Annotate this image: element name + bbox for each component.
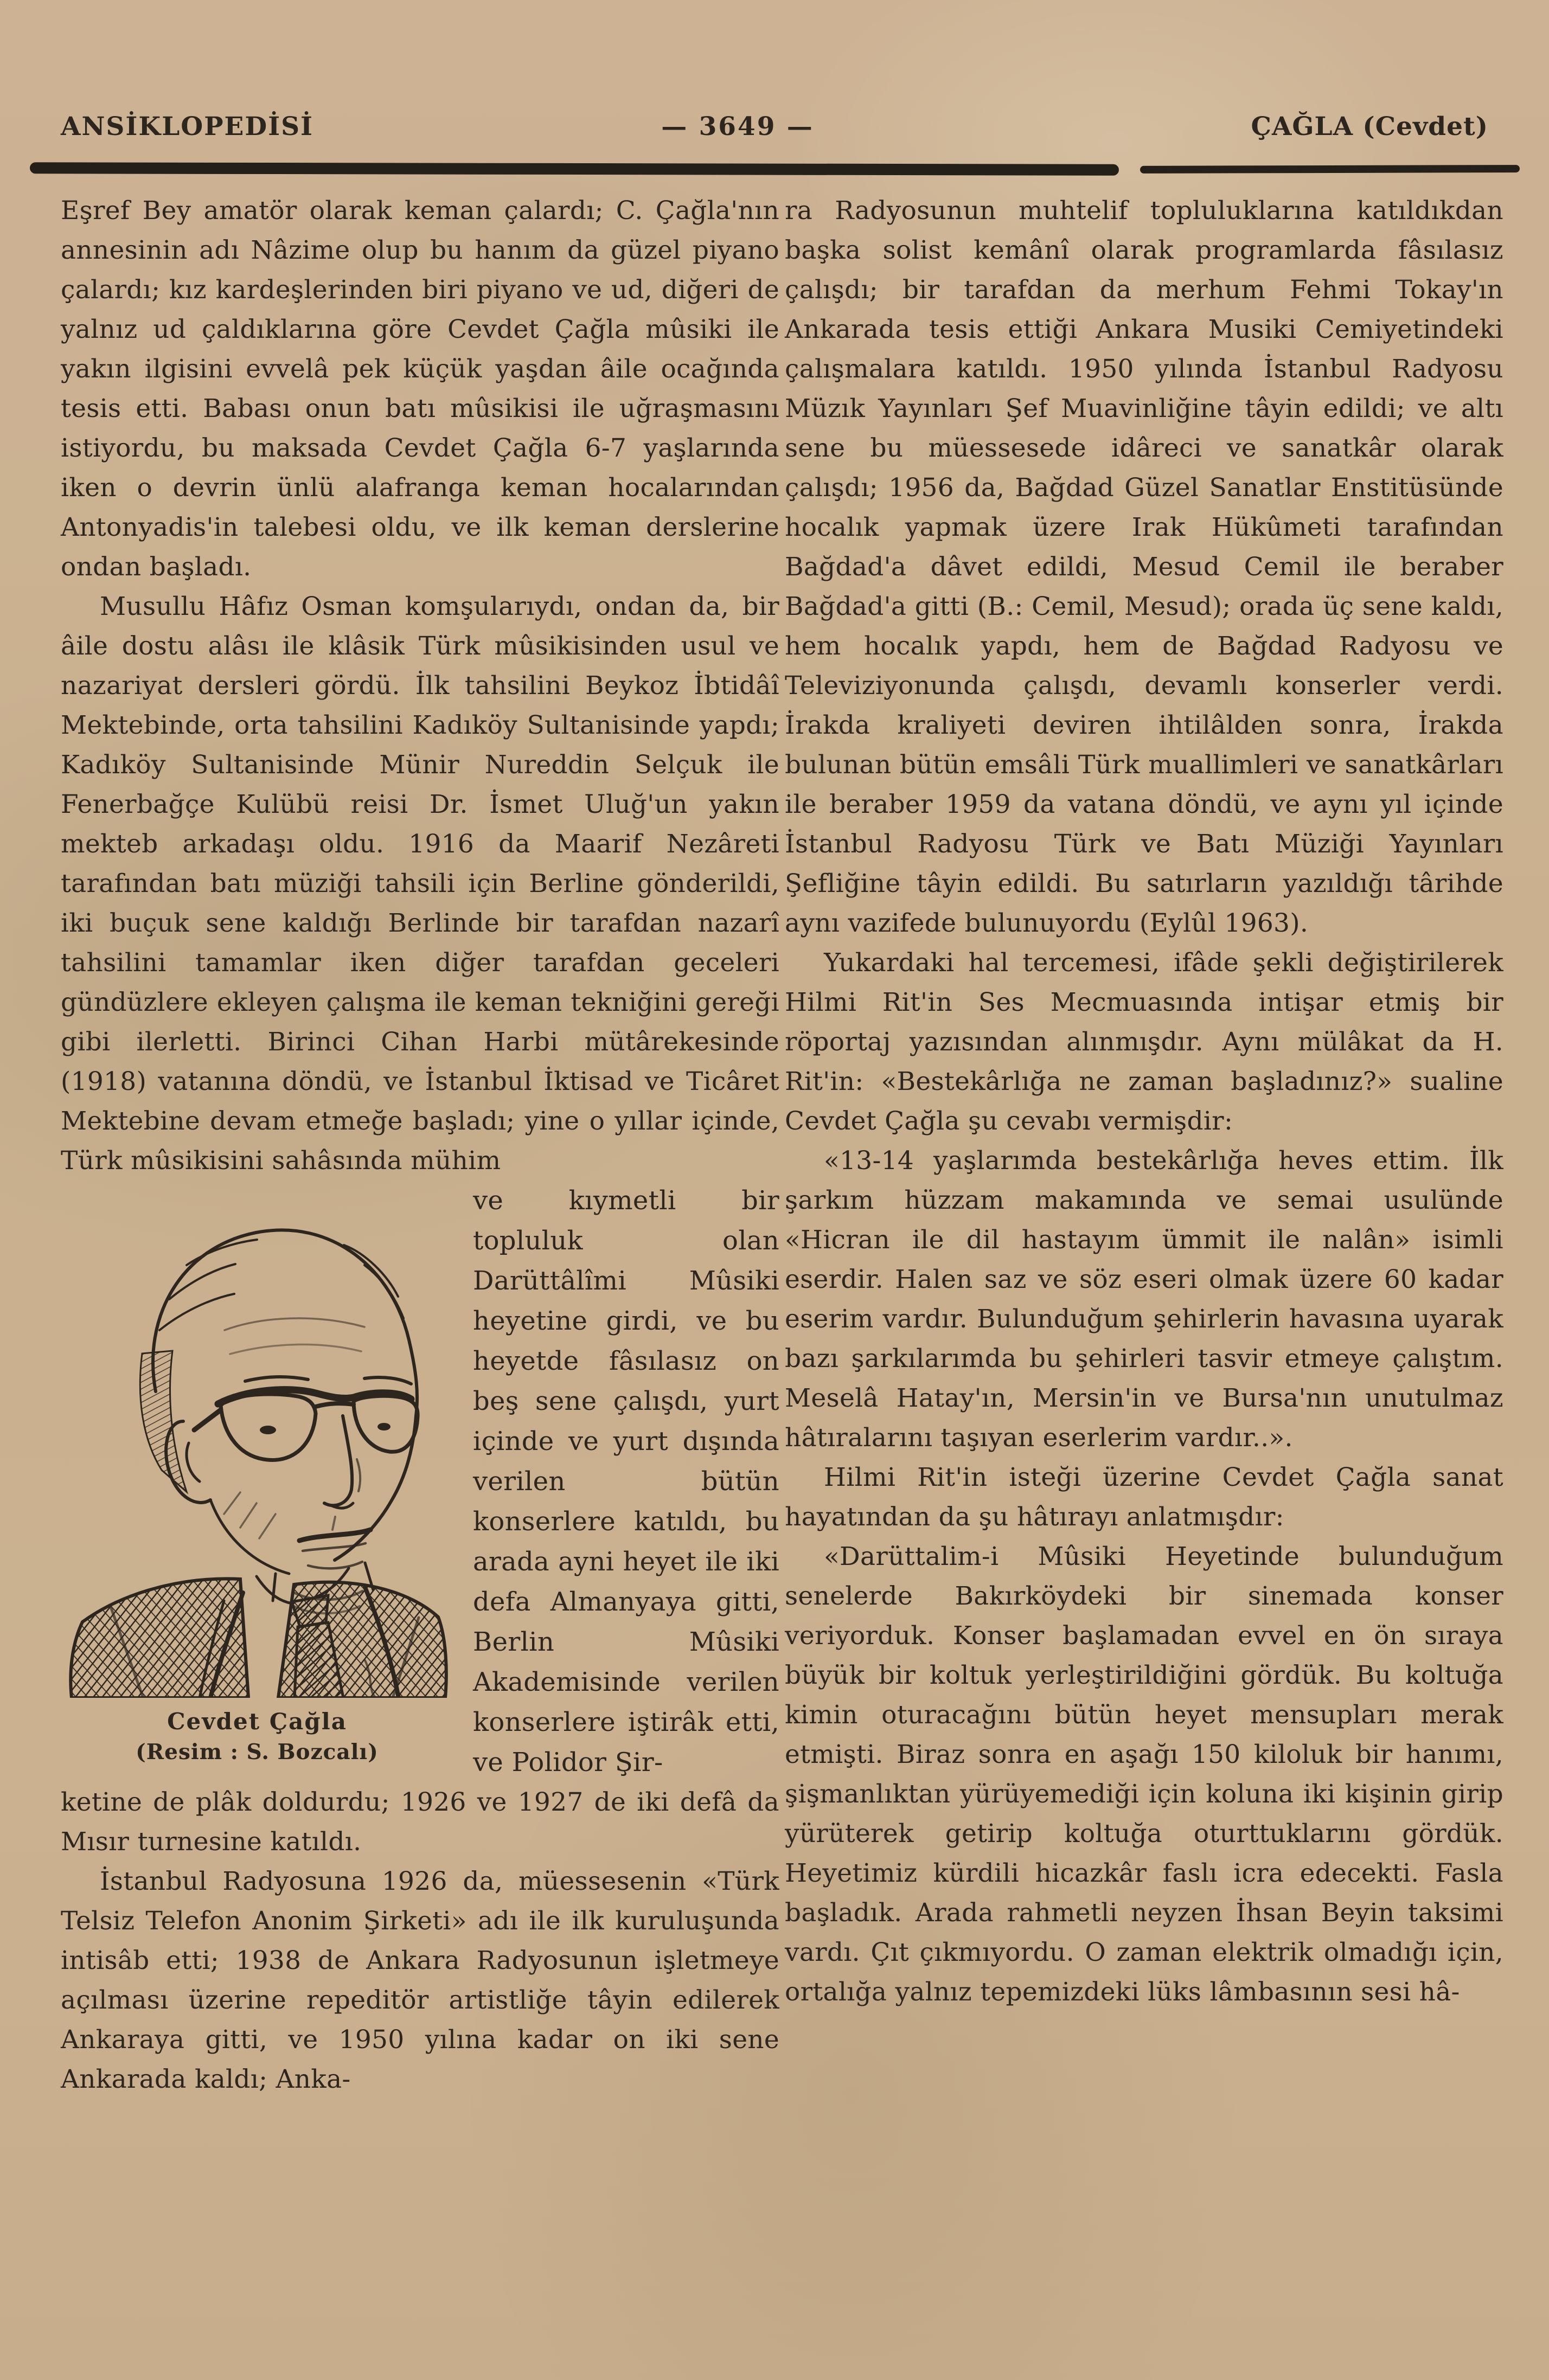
portrait-sketch-image	[61, 1188, 453, 1698]
header-rule-left-segment	[30, 162, 1119, 176]
header-page-number: — 3649 —	[661, 112, 814, 142]
paragraph: İstanbul Radyosuna 1926 da, müessesenin «Türk Telsiz Telefon Anonim Şirketi» adı ile ilk kuruluşunda intisâb etti; 1938 de Ankara Radyosunun işletmeye açılması üzerine repeditör artistliğe tâyin edilerek Ankaraya gitti, ve 1950 yılına kadar on iki sene Ankarada kaldı; Anka-	[61, 1866, 779, 2094]
header-article-title: ÇAĞLA (Cevdet)	[1251, 112, 1488, 142]
header-rule-right-segment	[1140, 165, 1520, 174]
portrait-figure	[61, 1188, 453, 1767]
paragraph-wrapped-beside-portrait: ve kıymetli bir topluluk olan Darüttâlîmi Mûsiki heyetine girdi, ve bu heyetde fâsılasız on beş sene çalışdı, yurt içinde ve yurt dışında verilen bütün konserlere katıldı, bu arada ayni heyet ile iki defa Almanyaya gitti, Berlin Mûsiki Akademisinde verilen konserlere iştirâk etti, ve Polidor Şir-	[473, 1185, 779, 1778]
paragraph: Yukardaki hal tercemesi, ifâde şekli değiştirilerek Hilmi Rit'in Ses Mecmuasında intişar etmiş bir röportaj yazısından alınmışdır. Aynı mülâkat da H. Rit'in: «Bestekârlığa ne zaman başladınız?» sualine Cevdet Çağla şu cevabı vermişdir:	[785, 948, 1503, 1136]
column-left	[61, 191, 779, 2099]
figure-caption-credit: (Resim : S. Bozcalı)	[136, 1740, 379, 1765]
paragraph: Musullu Hâfız Osman komşularıydı, ondan da, bir âile dostu alâsı ile klâsik Türk mûsikisinden usul ve nazariyat dersleri gördü. İlk tahsilini Beykoz İbtidâî Mektebinde, orta tahsilini Kadıköy Sultanisinde yapdı; Kadıköy Sultanisinde Münir Nureddin Selçuk ile Fenerbağçe Kulübü reisi Dr. İsmet Uluğ'un yakın mekteb arkadaşı oldu. 1916 da Maarif Nezâreti tarafından batı müziği tahsili için Berline gönderildi, iki buçuk sene kaldığı Berlinde bir tarafdan nazarî tahsilini tamamlar iken diğer tarafdan geceleri gündüzlere ekleyen çalışma ile keman tekniğini gereği gibi ilerletti. Birinci Cihan Harbi mütârekesinde (1918) vatanına döndü, ve İstanbul İktisad ve Ticâret Mektebine devam etmeğe başladı; yine o yıllar içinde, Türk mûsikisini sahâsında mühim	[61, 592, 779, 1176]
column-right	[785, 191, 1503, 2012]
header-publication-title: ANSİKLOPEDİSİ	[61, 112, 314, 142]
paragraph: «13-14 yaşlarımda bestekârlığa heves ettim. İlk şarkım hüzzam makamında ve semai usulünde «Hicran ile dil hastayım ümmit ile nalân» isimli eserdir. Halen saz ve söz eseri olmak üzere 60 kadar eserim vardır. Bulunduğum şehirlerin havasına uyarak bazı şarkılarımda bu şehirleri tasvir etmeye çalıştım. Meselâ Hatay'ın, Mersin'in ve Bursa'nın unutulmaz hâtıralarını taşıyan eserlerim vardır..».	[785, 1146, 1503, 1453]
paragraph: Hilmi Rit'in isteği üzerine Cevdet Çağla sanat hayatından da şu hâtırayı anlatmışdır:	[785, 1462, 1503, 1532]
figure-caption-name: Cevdet Çağla	[167, 1708, 347, 1735]
paragraph: «Darüttalim-i Mûsiki Heyetinde bulunduğum senelerde Bakırköydeki bir sinemada konser veriyorduk. Konser başlamadan evvel en ön sıraya büyük bir koltuk yerleştirildiğini gördük. Bu koltuğa kimin oturacağını bütün heyet mensupları merak etmişti. Biraz sonra en aşağı 150 kiloluk bir hanımı, şişmanlıktan yürüyemediği için koluna iki kişinin girip yürüterek getirip koltuğa oturttuklarını gördük. Heyetimiz kürdili hicazkâr faslı icra edecekti. Fasla başladık. Arada rahmetli neyzen İhsan Beyin taksimi vardı. Çıt çıkmıyordu. O zaman elektrik olmadığı için, ortalığa yalnız tepemizdeki lüks lâmbasının sesi hâ-	[785, 1542, 1503, 2007]
paragraph: Eşref Bey amatör olarak keman çalardı; C. Çağla'nın annesinin adı Nâzime olup bu hanım da güzel piyano çalardı; kız kardeşlerinden biri piyano ve ud, diğeri de yalnız ud çaldıklarına göre Cevdet Çağla mûsiki ile yakın ilgisini evvelâ pek küçük yaşdan âile ocağında tesis etti. Babası onun batı mûsikisi ile uğraşmasını istiyordu, bu maksada Cevdet Çağla 6-7 yaşlarında iken o devrin ünlü alafranga keman hocalarından Antonyadis'in talebesi oldu, ve ilk keman derslerine ondan başladı.	[61, 196, 779, 582]
paragraph: ra Radyosunun muhtelif topluluklarına katıldıkdan başka solist kemânî olarak programlarda fâsılasız çalışdı; bir tarafdan da merhum Fehmi Tokay'ın Ankarada tesis ettiği Ankara Musiki Cemiyetindeki çalışmalara katıldı. 1950 yılında İstanbul Radyosu Müzık Yayınları Şef Muavinliğine tâyin edildi; ve altı sene bu müessesede idâreci ve sanatkâr olarak çalışdı; 1956 da, Bağdad Güzel Sanatlar Enstitüsünde hocalık yapmak üzere Irak Hükûmeti tarafından Bağdad'a dâvet edildi, Mesud Cemil ile beraber Bağdad'a gitti (B.: Cemil, Mesud); orada üç sene kaldı, hem hocalık yapdı, hem de Bağdad Radyosu ve Televiziyonunda çalışdı, devamlı konserler verdi. İrakda kraliyeti deviren ihtilâlden sonra, İrakda bulunan bütün emsâli Türk muallimleri ve sanatkârları ile beraber 1959 da vatana döndü, ve aynı yıl içinde İstanbul Radyosu Türk ve Batı Müziği Yayınları Şefliğine tâyin edildi. Bu satırların yazıldığı târihde aynı vazifede bulunuyordu (Eylûl 1963).	[785, 196, 1503, 938]
paragraph: ketine de plâk doldurdu; 1926 ve 1927 de iki defâ da Mısır turnesine katıldı.	[61, 1787, 779, 1857]
